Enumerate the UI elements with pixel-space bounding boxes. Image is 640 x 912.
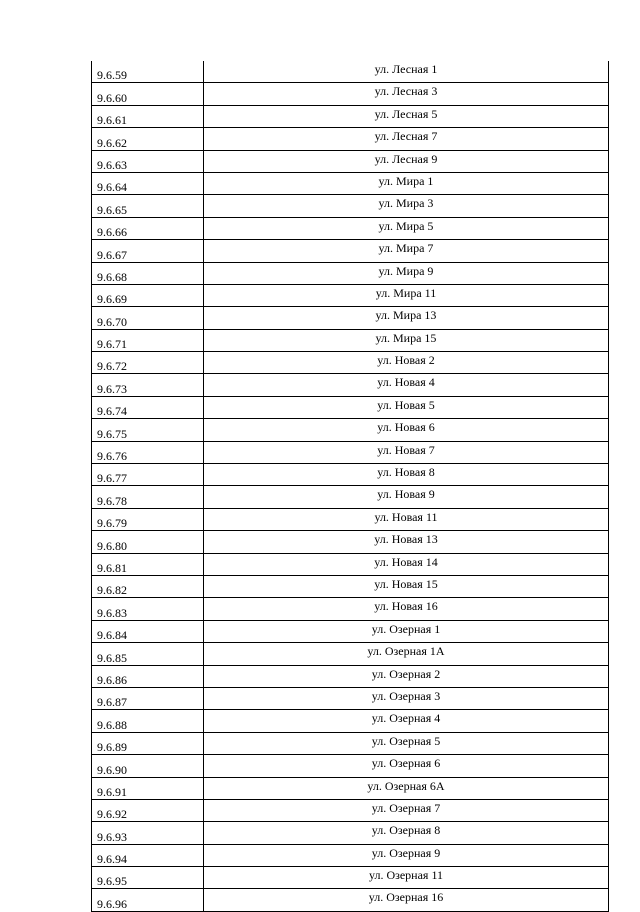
street-address-cell: ул. Новая 2 — [204, 352, 609, 374]
street-address-cell: ул. Мира 5 — [204, 217, 609, 239]
street-address-cell: ул. Мира 7 — [204, 240, 609, 262]
street-address-cell: ул. Новая 11 — [204, 508, 609, 530]
table-row — [92, 240, 609, 262]
table-row — [92, 575, 609, 597]
table-row — [92, 419, 609, 441]
street-address-cell: ул. Озерная 1 — [204, 620, 609, 642]
table-row — [92, 374, 609, 396]
row-number-cell: 9.6.91 — [92, 777, 204, 799]
street-address-cell: ул. Озерная 11 — [204, 867, 609, 889]
row-number-cell: 9.6.86 — [92, 665, 204, 687]
address-table — [91, 61, 609, 912]
table-row — [92, 172, 609, 194]
row-number-cell: 9.6.80 — [92, 531, 204, 553]
table-row — [92, 643, 609, 665]
table-row — [92, 822, 609, 844]
row-number-cell: 9.6.69 — [92, 284, 204, 306]
street-address-cell: ул. Мира 11 — [204, 284, 609, 306]
row-number-cell: 9.6.66 — [92, 217, 204, 239]
street-address-cell: ул. Озерная 3 — [204, 687, 609, 709]
street-address-cell: ул. Мира 9 — [204, 262, 609, 284]
street-address-cell: ул. Озерная 6 — [204, 755, 609, 777]
table-row — [92, 128, 609, 150]
table-row — [92, 799, 609, 821]
row-number-cell: 9.6.81 — [92, 553, 204, 575]
row-number-cell: 9.6.78 — [92, 486, 204, 508]
row-number-cell: 9.6.87 — [92, 687, 204, 709]
table-row — [92, 441, 609, 463]
street-address-cell: ул. Новая 15 — [204, 575, 609, 597]
table-row — [92, 889, 609, 911]
street-address-cell: ул. Новая 13 — [204, 531, 609, 553]
row-number-cell: 9.6.90 — [92, 755, 204, 777]
row-number-cell: 9.6.65 — [92, 195, 204, 217]
street-address-cell: ул. Лесная 9 — [204, 150, 609, 172]
row-number-cell: 9.6.75 — [92, 419, 204, 441]
street-address-cell: ул. Лесная 1 — [204, 61, 609, 83]
row-number-cell: 9.6.96 — [92, 889, 204, 911]
table-row — [92, 508, 609, 530]
row-number-cell: 9.6.85 — [92, 643, 204, 665]
row-number-cell: 9.6.82 — [92, 575, 204, 597]
street-address-cell: ул. Новая 7 — [204, 441, 609, 463]
street-address-cell: ул. Мира 1 — [204, 172, 609, 194]
street-address-cell: ул. Новая 5 — [204, 396, 609, 418]
table-row — [92, 61, 609, 83]
row-number-cell: 9.6.79 — [92, 508, 204, 530]
table-row — [92, 620, 609, 642]
street-address-cell: ул. Новая 9 — [204, 486, 609, 508]
table-row — [92, 195, 609, 217]
row-number-cell: 9.6.62 — [92, 128, 204, 150]
street-address-cell: ул. Новая 16 — [204, 598, 609, 620]
row-number-cell: 9.6.74 — [92, 396, 204, 418]
street-address-cell: ул. Новая 4 — [204, 374, 609, 396]
street-address-cell: ул. Мира 13 — [204, 307, 609, 329]
table-row — [92, 105, 609, 127]
table-row — [92, 755, 609, 777]
table-row — [92, 553, 609, 575]
row-number-cell: 9.6.94 — [92, 844, 204, 866]
street-address-cell: ул. Новая 14 — [204, 553, 609, 575]
table-row — [92, 396, 609, 418]
row-number-cell: 9.6.59 — [92, 61, 204, 83]
table-row — [92, 352, 609, 374]
row-number-cell: 9.6.61 — [92, 105, 204, 127]
table-row — [92, 531, 609, 553]
row-number-cell: 9.6.68 — [92, 262, 204, 284]
row-number-cell: 9.6.88 — [92, 710, 204, 732]
row-number-cell: 9.6.70 — [92, 307, 204, 329]
street-address-cell: ул. Озерная 1А — [204, 643, 609, 665]
row-number-cell: 9.6.76 — [92, 441, 204, 463]
street-address-cell: ул. Лесная 7 — [204, 128, 609, 150]
table-row — [92, 687, 609, 709]
table-row — [92, 307, 609, 329]
street-address-cell: ул. Озерная 2 — [204, 665, 609, 687]
table-row — [92, 598, 609, 620]
street-address-cell: ул. Новая 8 — [204, 464, 609, 486]
street-address-cell: ул. Озерная 16 — [204, 889, 609, 911]
table-row — [92, 284, 609, 306]
table-row — [92, 464, 609, 486]
table-row — [92, 150, 609, 172]
table-row — [92, 486, 609, 508]
row-number-cell: 9.6.84 — [92, 620, 204, 642]
street-address-cell: ул. Озерная 8 — [204, 822, 609, 844]
table-row — [92, 732, 609, 754]
street-address-cell: ул. Лесная 3 — [204, 83, 609, 105]
row-number-cell: 9.6.92 — [92, 799, 204, 821]
street-address-cell: ул. Лесная 5 — [204, 105, 609, 127]
street-address-cell: ул. Мира 3 — [204, 195, 609, 217]
row-number-cell: 9.6.77 — [92, 464, 204, 486]
street-address-cell: ул. Озерная 6А — [204, 777, 609, 799]
table-row — [92, 710, 609, 732]
row-number-cell: 9.6.60 — [92, 83, 204, 105]
row-number-cell: 9.6.64 — [92, 172, 204, 194]
street-address-cell: ул. Озерная 7 — [204, 799, 609, 821]
row-number-cell: 9.6.63 — [92, 150, 204, 172]
row-number-cell: 9.6.89 — [92, 732, 204, 754]
row-number-cell: 9.6.72 — [92, 352, 204, 374]
row-number-cell: 9.6.93 — [92, 822, 204, 844]
street-address-cell: ул. Озерная 5 — [204, 732, 609, 754]
street-address-cell: ул. Озерная 4 — [204, 710, 609, 732]
table-row — [92, 329, 609, 351]
table-row — [92, 217, 609, 239]
table-row — [92, 777, 609, 799]
address-table-body — [92, 61, 609, 911]
row-number-cell: 9.6.71 — [92, 329, 204, 351]
street-address-cell: ул. Озерная 9 — [204, 844, 609, 866]
table-row — [92, 867, 609, 889]
table-row — [92, 83, 609, 105]
row-number-cell: 9.6.73 — [92, 374, 204, 396]
table-row — [92, 262, 609, 284]
street-address-cell: ул. Новая 6 — [204, 419, 609, 441]
street-address-cell: ул. Мира 15 — [204, 329, 609, 351]
table-row — [92, 665, 609, 687]
table-row — [92, 844, 609, 866]
row-number-cell: 9.6.95 — [92, 867, 204, 889]
row-number-cell: 9.6.67 — [92, 240, 204, 262]
row-number-cell: 9.6.83 — [92, 598, 204, 620]
